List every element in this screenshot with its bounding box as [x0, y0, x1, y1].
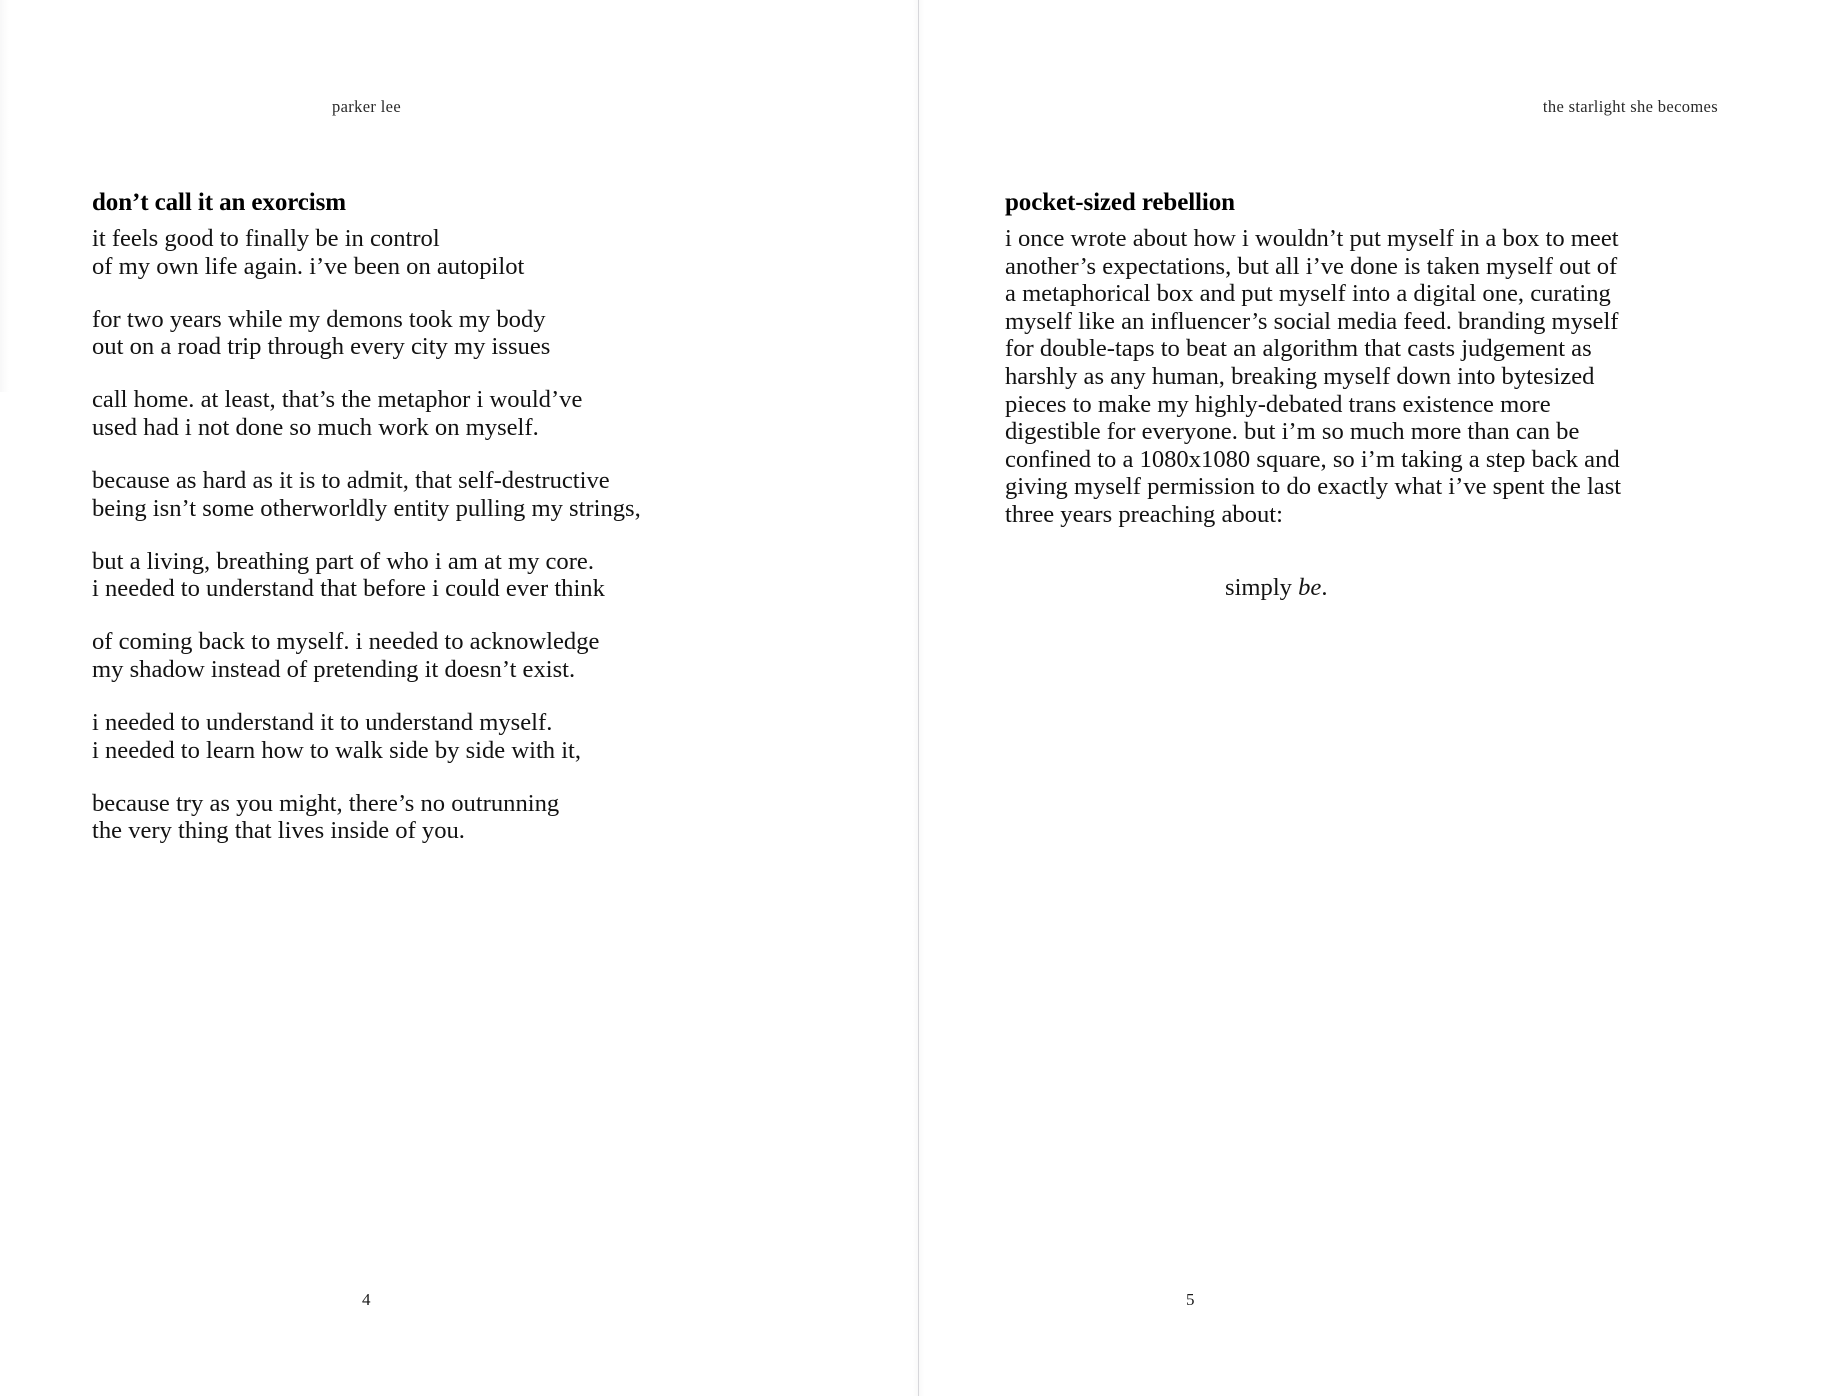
- prose-line: for double-taps to beat an algorithm that casts judgement as: [1005, 335, 1592, 363]
- poem-line: but a living, breathing part of who i am at my core.: [92, 547, 594, 575]
- stanza: [92, 548, 792, 603]
- prose-line: confined to a 1080x1080 square, so i’m taking a step back and: [1005, 445, 1620, 473]
- poem-body: [92, 225, 792, 871]
- stanza: [92, 386, 792, 441]
- page-number: 4: [362, 1290, 371, 1309]
- prose-line: a metaphorical box and put myself into a digital one, curating: [1005, 280, 1611, 308]
- poem-line: i needed to understand that before i could ever think: [92, 575, 605, 603]
- piece-title: pocket-sized rebellion: [1005, 188, 1235, 216]
- poem-line: i needed to understand it to understand myself.: [92, 709, 553, 737]
- running-head-author: parker lee: [332, 97, 401, 116]
- closing-plain-before: simply: [1225, 574, 1299, 601]
- prose-line: harshly as any human, breaking myself down into bytesized: [1005, 362, 1595, 390]
- poem-title: don’t call it an exorcism: [92, 188, 346, 216]
- prose-line: three years preaching about:: [1005, 500, 1283, 528]
- prose-line: pieces to make my highly-debated trans existence more: [1005, 390, 1551, 418]
- prose-paragraph: [1005, 225, 1622, 529]
- stanza: [92, 306, 792, 361]
- stanza: [92, 628, 792, 683]
- poem-line: call home. at least, that’s the metaphor i would’ve: [92, 386, 583, 414]
- poem-line: i needed to learn how to walk side by side with it,: [92, 736, 582, 764]
- right-page: [915, 0, 1830, 1396]
- poem-line: out on a road trip through every city my issues: [92, 333, 551, 361]
- poem-line: the very thing that lives inside of you.: [92, 817, 465, 845]
- stanza: [92, 225, 792, 280]
- page-number: 5: [1186, 1290, 1195, 1309]
- poem-line: because try as you might, there’s no outrunning: [92, 789, 560, 817]
- prose-line: digestible for everyone. but i’m so much more than can be: [1005, 418, 1580, 446]
- poem-line: of my own life again. i’ve been on autopilot: [92, 252, 525, 280]
- stanza: [92, 709, 792, 764]
- prose-line: another’s expectations, but all i’ve done is taken myself out of: [1005, 252, 1618, 280]
- poem-line: of coming back to myself. i needed to acknowledge: [92, 628, 600, 656]
- stanza: [92, 467, 792, 522]
- closing-line: [1225, 574, 1327, 602]
- prose-line: giving myself permission to do exactly what i’ve spent the last: [1005, 473, 1622, 501]
- poem-line: it feels good to finally be in control: [92, 225, 440, 252]
- running-head-book-title: the starlight she becomes: [1542, 97, 1718, 116]
- poem-line: my shadow instead of pretending it doesn’t exist.: [92, 656, 576, 684]
- prose-line: i once wrote about how i wouldn’t put myself in a box to meet: [1005, 225, 1619, 252]
- poem-line: used had i not done so much work on myself.: [92, 413, 539, 441]
- prose-line: myself like an influencer’s social media feed. branding myself: [1005, 307, 1619, 335]
- poem-line: for two years while my demons took my body: [92, 305, 546, 333]
- stanza: [92, 790, 792, 845]
- prose-body: [1005, 225, 1622, 529]
- closing-italic-word: be: [1298, 574, 1322, 601]
- closing-plain-after: .: [1321, 574, 1328, 601]
- poem-line: being isn’t some otherworldly entity pulling my strings,: [92, 494, 641, 522]
- poem-line: because as hard as it is to admit, that self-destructive: [92, 467, 610, 495]
